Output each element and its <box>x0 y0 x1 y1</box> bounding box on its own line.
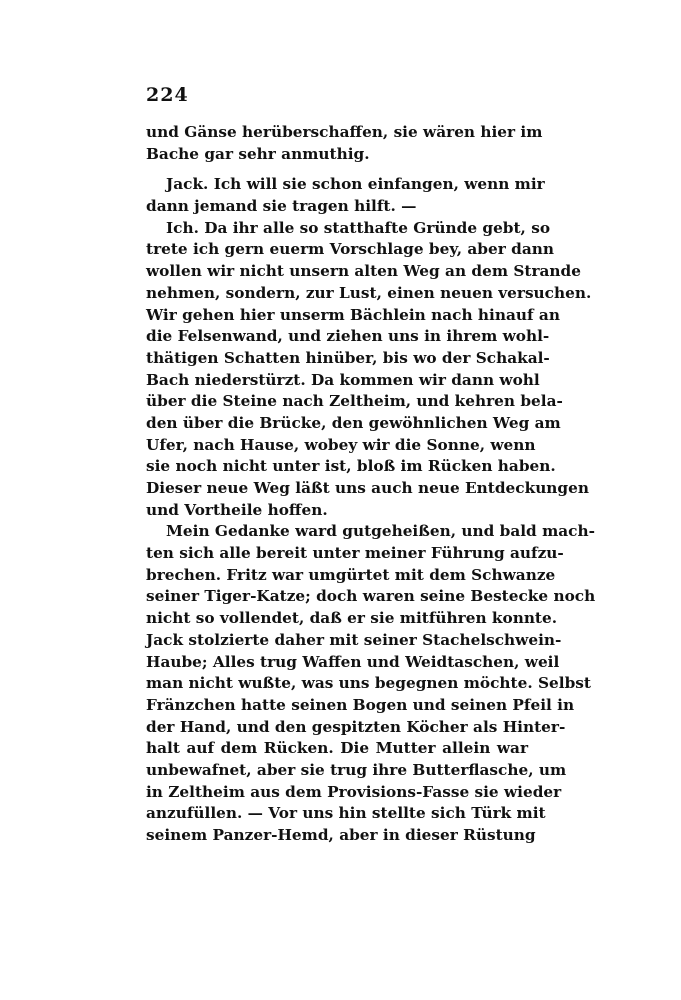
text-line: in Zeltheim aus dem Provisions-Fasse sie wieder <box>146 782 562 801</box>
text-line: Jack. Ich will sie schon einfangen, wenn mir <box>166 175 545 194</box>
text-line: ten sich alle bereit unter meiner Führung aufzu- <box>146 544 564 563</box>
text-line: seiner Tiger-Katze; doch waren seine Bestecke noch <box>146 587 596 606</box>
text-line: thätigen Schatten hinüber, bis wo der Schakal- <box>146 348 550 367</box>
text-line: sie noch nicht unter ist, bloß im Rücken haben. <box>146 457 556 476</box>
paragraph-gap <box>146 165 528 174</box>
text-line: die Felsenwand, und ziehen uns in ihrem wohl- <box>146 327 550 346</box>
text-line: brechen. Fritz war umgürtet mit dem Schwanze <box>146 565 556 584</box>
text-line: dann jemand sie tragen hilft. — <box>146 197 417 216</box>
text-line: und Gänse herüberschaffen, sie wären hier im <box>146 123 543 141</box>
text-line: Bach niederstürzt. Da kommen wir dann wohl <box>146 370 540 389</box>
text-line: Jack stolzierte daher mit seiner Stachelschwein- <box>146 630 562 649</box>
text-line: Wir gehen hier unserm Bächlein nach hinauf an <box>146 305 560 324</box>
text-line: nehmen, sondern, zur Lust, einen neuen versuchen. <box>146 283 592 302</box>
body-text <box>146 122 596 847</box>
text-line: wollen wir nicht unsern alten Weg an dem Strande <box>146 262 581 281</box>
text-line: und Vortheile hoffen. <box>146 500 328 519</box>
text-line: man nicht wußte, was uns begegnen möchte. Selbst <box>146 674 591 693</box>
text-line: den über die Brücke, den gewöhnlichen Weg am <box>146 413 561 432</box>
text-line: über die Steine nach Zeltheim, und kehren bela- <box>146 392 563 411</box>
text-line: unbewafnet, aber sie trug ihre Butterflasche, um <box>146 760 567 779</box>
text-line: Fränzchen hatte seinen Bogen und seinen Pfeil in <box>146 695 575 714</box>
text-line: der Hand, und den gespitzten Köcher als Hinter- <box>146 717 566 736</box>
text-line: anzufüllen. — Vor uns hin stellte sich Türk mit <box>146 804 546 823</box>
text-line: Mein Gedanke ward gutgeheißen, und bald mach- <box>166 522 595 541</box>
text-line: Ich. Da ihr alle so statthafte Gründe gebt, so <box>166 218 551 237</box>
text-line: trete ich gern euerm Vorschlage bey, aber dann <box>146 240 554 259</box>
text-line: nicht so vollendet, daß er sie mitführen konnte. <box>146 609 558 628</box>
text-line: Bache gar sehr anmuthig. <box>146 144 370 163</box>
text-line: Haube; Alles trug Waffen und Weidtaschen, weil <box>146 652 560 671</box>
text-line: halt auf dem Rücken. Die Mutter allein war <box>146 739 528 758</box>
text-line: seinem Panzer-Hemd, aber in dieser Rüstung <box>146 826 536 844</box>
text-line: Ufer, nach Hause, wobey wir die Sonne, wenn <box>146 435 536 454</box>
page-number: 224 <box>146 84 189 106</box>
text-line: Dieser neue Weg läßt uns auch neue Entdeckungen <box>146 479 589 497</box>
